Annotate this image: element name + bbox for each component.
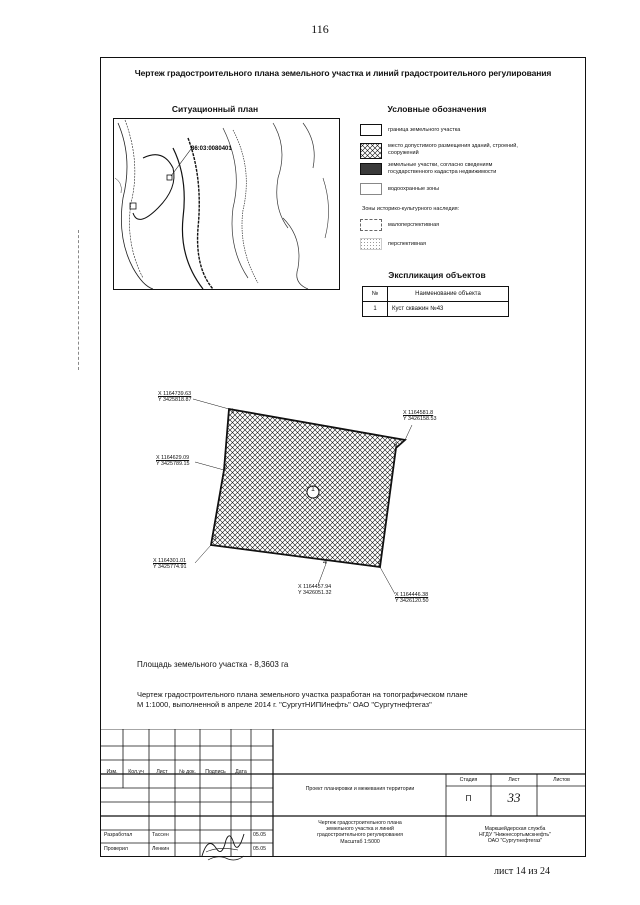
stamp-header-izm: Изм. [106, 769, 118, 775]
legend-label: земельные участки, согласно сведениям государственного кадастра недвижимости [388, 162, 497, 175]
stamp-header-doc: № док. [179, 769, 196, 775]
stamp-sheet-value: 33 [507, 790, 521, 805]
stamp-developed-label: Разработал [104, 832, 133, 838]
stamp-developed-date: 05.05 [253, 832, 266, 838]
legend-label: малоперспективная [388, 222, 440, 228]
legend-label: Зоны историко-культурного наследия: [362, 206, 460, 212]
stamp-sheet-label: Лист [508, 777, 520, 783]
stamp-checked-name: Ленкин [152, 846, 170, 852]
stamp-checked-label: Проверил [104, 846, 128, 852]
stamp-checked-date: 05.05 [253, 846, 266, 852]
object-marker: 1 [311, 486, 315, 493]
stamp-sheets-label: Листов [553, 777, 570, 783]
legend-label: перспективная [388, 241, 426, 247]
explication-col-num: № [363, 287, 388, 302]
stamp-drawing-title: Чертеж градостроительного плана земельного участка и линий градостроительного регулирования Масштаб 1:5000 [317, 820, 403, 845]
situation-plan-heading: Ситуационный план [171, 104, 259, 114]
legend-label: место допустимого размещения зданий, строений, сооружений [388, 143, 518, 156]
corner-number: 4 [323, 560, 327, 566]
legend-label: водоохранные зоны [388, 186, 440, 192]
sheet-counter: лист 14 из 24 [494, 866, 550, 877]
explication-cell-name: Куст скважин №43 [388, 302, 509, 317]
legend-heading: Условные обозначения [387, 104, 487, 114]
stamp-stage-label: Стадия [459, 777, 478, 783]
signature-image [198, 826, 248, 862]
explication-col-name: Наименование объекта [388, 287, 509, 302]
corner-number: 1 [231, 409, 235, 415]
corner-number: 3 [213, 536, 217, 542]
stamp-header-list: Лист [156, 769, 168, 775]
stamp-header-sign: Подпись [205, 769, 226, 775]
page-number: 116 [311, 22, 329, 36]
stamp-developed-name: Тассен [152, 832, 169, 838]
corner-coordinate-4: X 1164457.94 Y 3426051.32 [298, 584, 332, 597]
explication-heading: Экспликация объектов [388, 270, 486, 280]
corner-number: 6 [394, 443, 398, 449]
stamp-header-kol: Кол.уч [128, 769, 144, 775]
corner-coordinate-5: X 1164446.38 Y 3426120.50 [395, 592, 429, 605]
corner-coordinate-1: X 1164739.63 Y 3425818.87 [158, 391, 192, 404]
stamp-organization: Маркшейдерская служба НГДУ "Нижнесортымскнефть" ОАО "Сургутнефтегаз" [479, 826, 551, 845]
stamp-project-title: Проект планировки и межевания территории [305, 786, 415, 792]
explication-cell-num: 1 [363, 302, 388, 317]
corner-coordinate-3: X 1164301.01 Y 3425774.91 [153, 558, 187, 571]
drawing-title: Чертеж градостроительного плана земельного участка и линий градостроительного регулирования [134, 68, 552, 78]
plot-area: Площадь земельного участка - 8,3603 га [137, 660, 289, 669]
stamp-header-date: Дата [235, 769, 247, 775]
survey-note: Чертеж градостроительного плана земельного участка разработан на топографическом плане М 1:1000, выполненной в апреле 2014 г. "СургутНИПИнефть" ОАО "Сургутнефтегаз" [137, 690, 468, 709]
stamp-stage-value: П [465, 794, 472, 803]
corner-number: 5 [378, 562, 382, 568]
corner-number: 2 [224, 465, 228, 471]
corner-coordinate-2: X 1164629.09 Y 3425789.15 [156, 455, 190, 468]
legend-label: граница земельного участка [388, 127, 461, 133]
cadastral-number: 86:03:0080401 [191, 146, 232, 152]
corner-coordinate-6: X 1164581.8 Y 3426158.53 [403, 410, 437, 423]
